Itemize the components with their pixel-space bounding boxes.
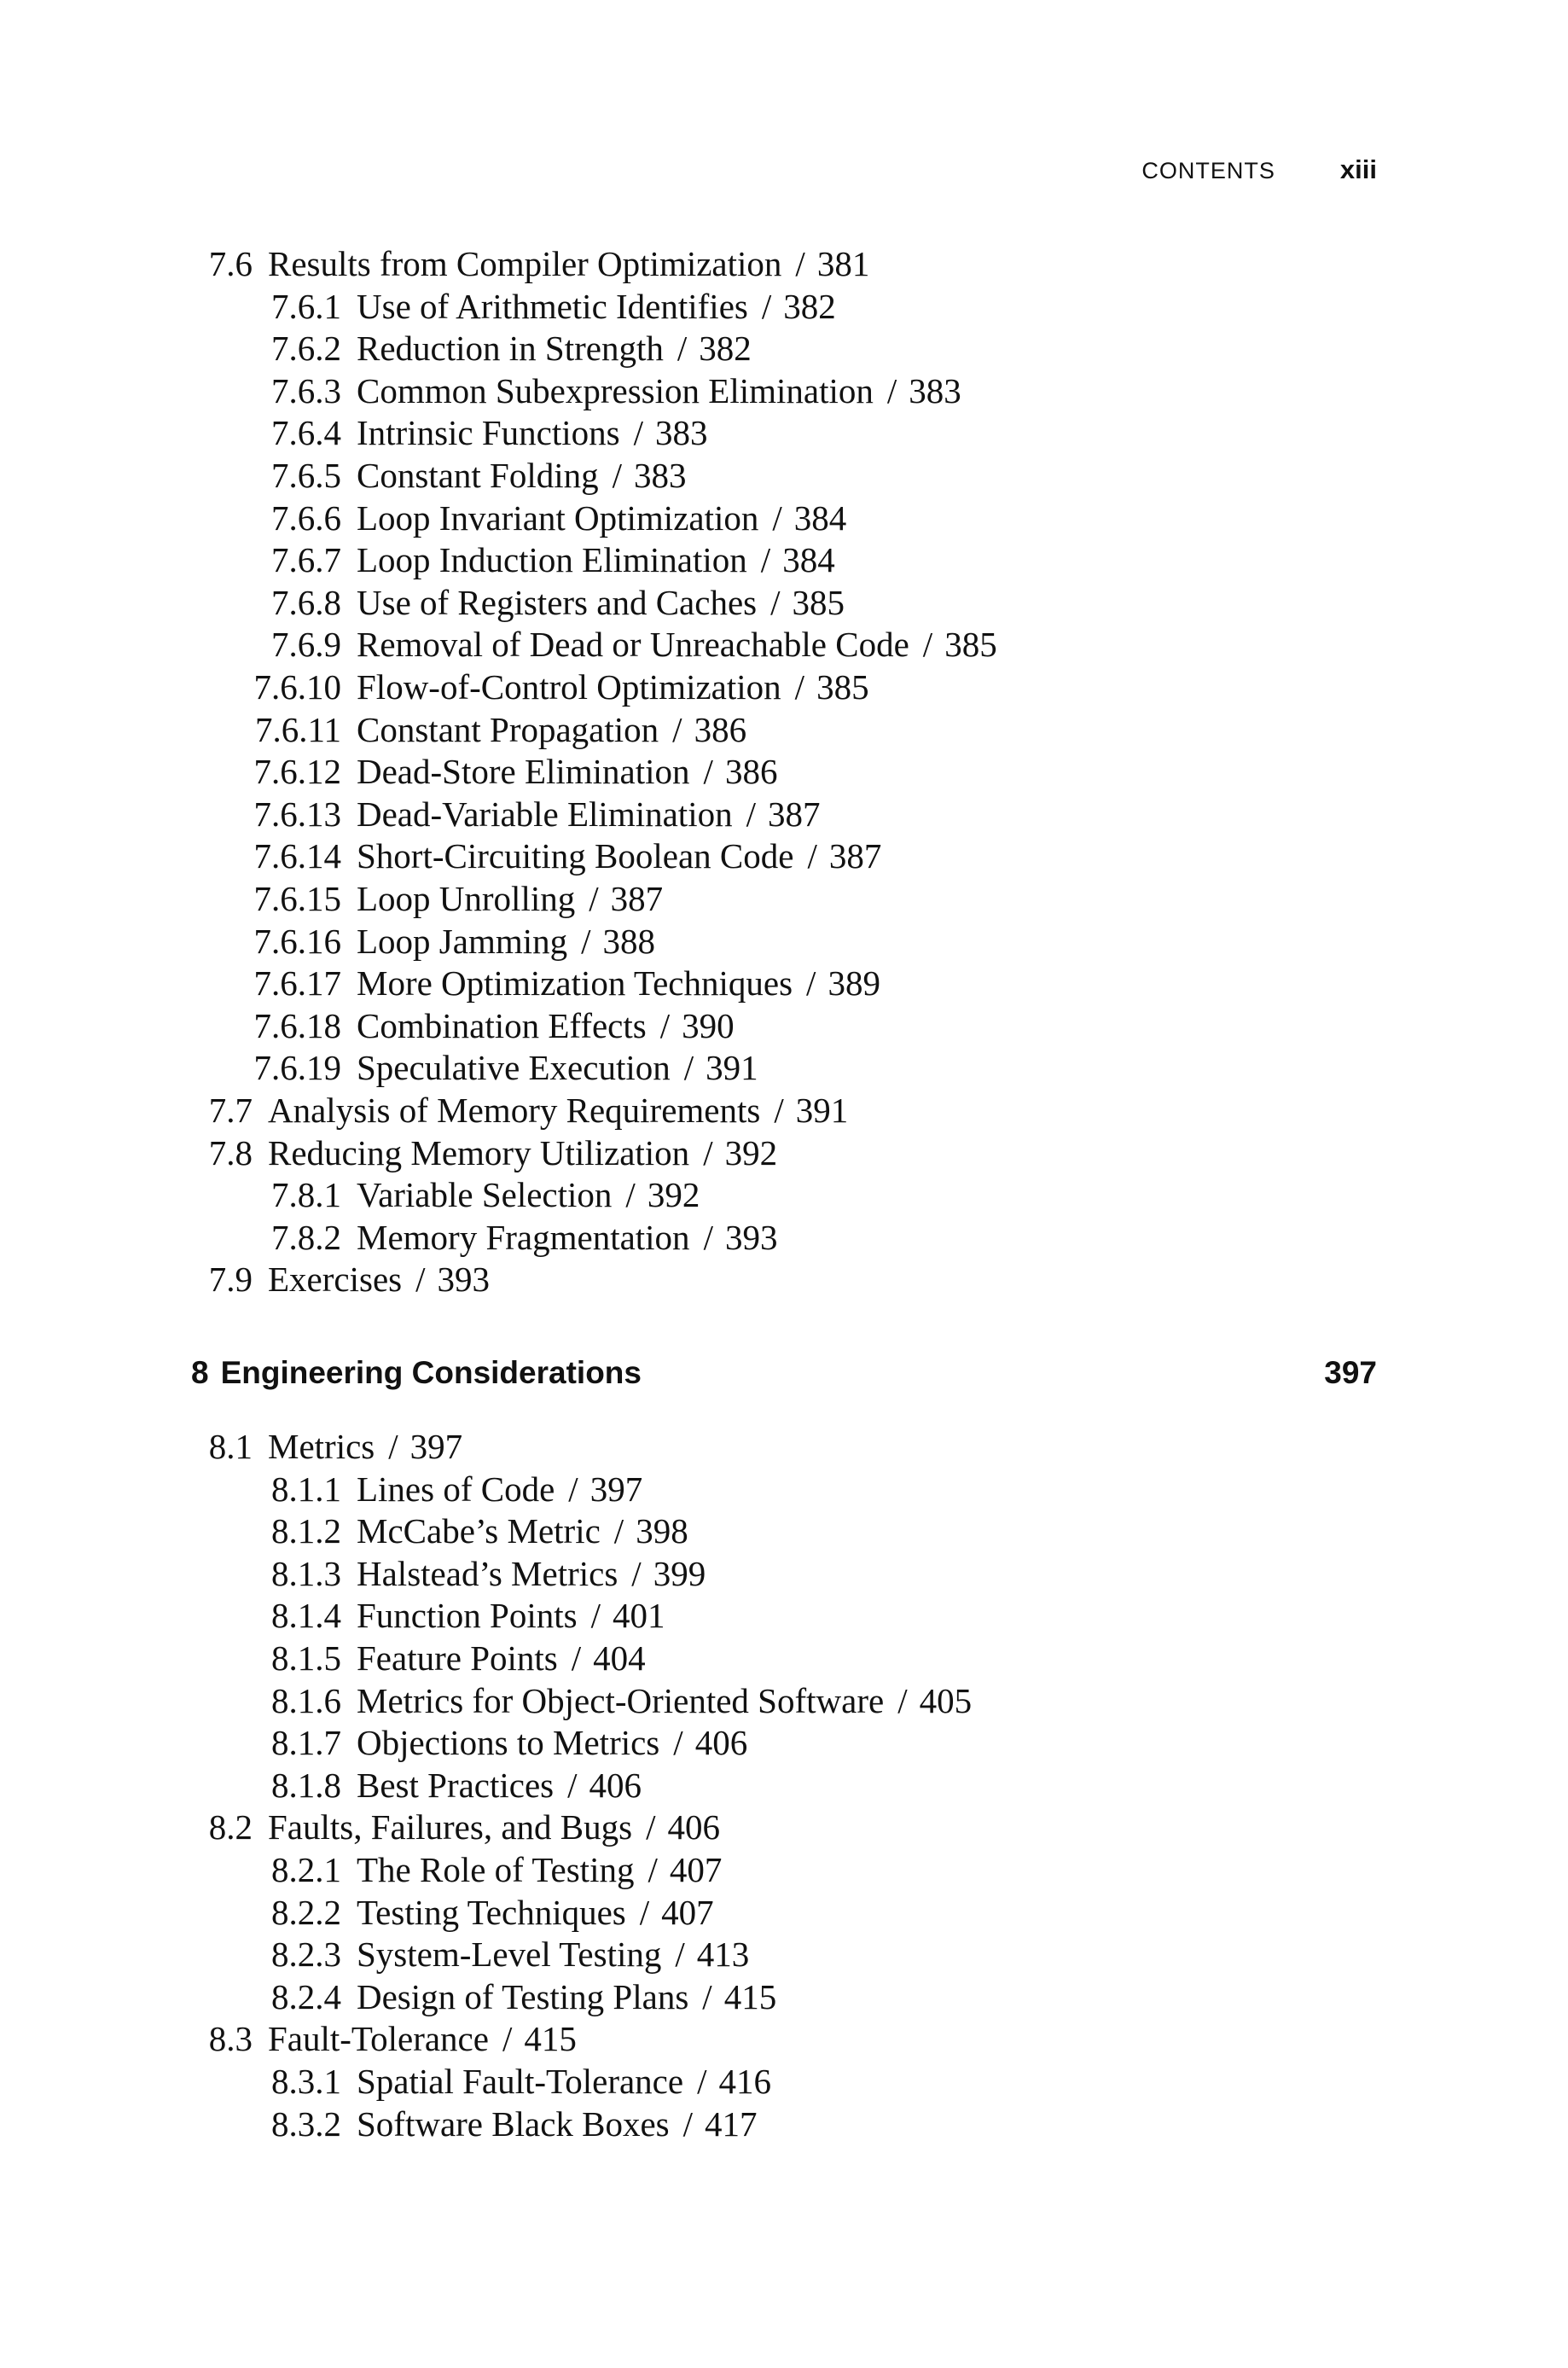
toc-entry-number: 7.6.17 (253, 963, 341, 1004)
toc-entry[interactable] (191, 1722, 747, 1764)
toc-entry-title: Function Points (357, 1596, 578, 1636)
toc-entry-separator: / (590, 1596, 601, 1636)
toc-entry-page: 406 (694, 1723, 748, 1763)
toc-entry-number: 8.1.4 (271, 1596, 341, 1636)
toc-entry-title: Common Subexpression Elimination (357, 370, 874, 410)
toc-entry-number: 8.2.1 (271, 1850, 341, 1889)
toc-entry-title: Removal of Dead or Unreachable Code (357, 625, 909, 665)
toc-entry[interactable] (191, 1090, 848, 1132)
toc-entry-page: 392 (647, 1175, 700, 1215)
toc-entry[interactable] (191, 1132, 777, 1174)
toc-entry-separator: / (682, 2103, 694, 2144)
toc-entry-separator: / (672, 709, 682, 749)
toc-entry-number: 8.1.8 (271, 1765, 341, 1805)
toc-entry-separator: / (639, 1892, 650, 1932)
toc-entry-separator: / (568, 1469, 578, 1509)
toc-entry[interactable] (191, 1553, 706, 1595)
toc-entry-title: Feature Points (357, 1638, 558, 1678)
toc-entry-title: Reduction in Strength (357, 329, 664, 369)
toc-entry-number: 7.6.7 (271, 540, 341, 580)
toc-entry-title: Speculative Execution (357, 1048, 671, 1088)
toc-entry-title: Fault-Tolerance (268, 2019, 489, 2059)
toc-entry-page: 384 (782, 540, 835, 580)
toc-entry-title: Objections to Metrics (357, 1723, 660, 1763)
toc-entry[interactable] (191, 1934, 749, 1975)
toc-entry[interactable] (191, 2103, 758, 2145)
toc-entry-page: 382 (699, 329, 752, 369)
toc-entry-separator: / (571, 1638, 582, 1678)
toc-entry-page: 385 (816, 667, 869, 707)
toc-entry-number: 8.1.6 (271, 1680, 341, 1720)
toc-entry-title: Short-Circuiting Boolean Code (357, 836, 794, 876)
toc-entry-separator: / (774, 1091, 784, 1130)
toc-entry-page: 405 (919, 1680, 973, 1720)
toc-entry[interactable] (191, 243, 869, 285)
toc-entry-separator: / (703, 1217, 713, 1257)
toc-entry-separator: / (760, 540, 771, 580)
toc-entry-separator: / (625, 1175, 636, 1215)
toc-entry-title: More Optimization Techniques (357, 963, 793, 1004)
toc-entry-separator: / (502, 2019, 513, 2059)
toc-entry-page: 406 (667, 1807, 720, 1847)
toc-entry-number: 8.1.3 (271, 1553, 341, 1593)
chapter-title: Engineering Considerations (220, 1355, 642, 1390)
toc-entry-page: 384 (793, 497, 847, 538)
toc-entry-page: 399 (653, 1553, 706, 1593)
toc-entry-separator: / (703, 1132, 713, 1172)
toc-entry-number: 7.6.8 (271, 582, 341, 622)
toc-entry-title: Use of Registers and Caches (357, 582, 758, 622)
toc-entry-title: Dead-Store Elimination (357, 752, 690, 792)
toc-entry-separator: / (631, 1553, 642, 1593)
page-header (1141, 154, 1377, 185)
toc-entry-title: Best Practices (357, 1765, 555, 1805)
toc-entry[interactable] (191, 878, 663, 920)
toc-entry-number: 7.6.6 (271, 497, 341, 538)
toc-entry[interactable] (191, 1469, 642, 1510)
toc-entry-separator: / (659, 1005, 671, 1045)
toc-entry-separator: / (675, 1935, 685, 1975)
toc-entry[interactable] (191, 2018, 577, 2060)
toc-entry-page: 388 (602, 921, 656, 961)
toc-entry-number: 8.2.2 (271, 1892, 341, 1932)
toc-entry[interactable] (191, 328, 752, 369)
toc-entry-title: Exercises (268, 1260, 403, 1300)
toc-entry-separator: / (806, 963, 816, 1004)
toc-entry-number: 7.9 (208, 1260, 253, 1300)
toc-entry-title: Design of Testing Plans (357, 1976, 689, 2016)
toc-entry[interactable] (191, 1638, 646, 1679)
toc-entry-page: 383 (909, 370, 961, 410)
toc-entry[interactable] (191, 582, 845, 624)
toc-entry-page: 391 (795, 1091, 849, 1130)
toc-entry-title: Testing Techniques (357, 1892, 626, 1932)
toc-entry[interactable] (191, 835, 881, 877)
toc-entry[interactable] (191, 1047, 758, 1089)
toc-entry-page: 406 (589, 1765, 642, 1805)
toc-entry-title: Lines of Code (357, 1469, 555, 1509)
toc-entry-number: 8.1.7 (271, 1723, 341, 1763)
toc-entry-title: Faults, Failures, and Bugs (268, 1807, 633, 1847)
toc-entry-separator: / (612, 456, 623, 495)
toc-entry-title: Software Black Boxes (357, 2103, 670, 2144)
toc-entry-number: 7.8.2 (271, 1217, 341, 1257)
toc-entry-title: Reducing Memory Utilization (268, 1132, 690, 1172)
toc-entry-number: 7.6.19 (253, 1048, 341, 1088)
toc-entry-page: 415 (524, 2019, 577, 2059)
toc-entry-number: 7.6.2 (271, 329, 341, 369)
toc-entry[interactable] (191, 963, 880, 1004)
toc-entry-page: 385 (792, 582, 845, 622)
toc-entry-number: 7.6.12 (253, 752, 341, 792)
toc-entry-separator: / (897, 1680, 908, 1720)
toc-entry-title: Halstead’s Metrics (357, 1553, 618, 1593)
toc-entry-page: 398 (636, 1511, 688, 1551)
toc-entry-page: 401 (612, 1596, 665, 1636)
toc-entry-separator: / (673, 1723, 683, 1763)
toc-entry-number: 7.6.11 (255, 709, 341, 749)
toc-entry-number: 7.6.14 (253, 836, 341, 876)
toc-entry-page: 383 (634, 456, 687, 495)
toc-entry[interactable] (191, 1892, 714, 1934)
toc-entry[interactable] (191, 455, 687, 497)
toc-entry-title: Use of Arithmetic Identifies (357, 286, 748, 326)
toc-entry-separator: / (388, 1427, 398, 1466)
toc-entry[interactable] (191, 1680, 972, 1722)
toc-entry-page: 387 (768, 794, 821, 834)
toc-entry-title: The Role of Testing (357, 1850, 635, 1889)
toc-entry-title: Constant Folding (357, 456, 599, 495)
toc-entry-page: 391 (706, 1048, 758, 1088)
toc-entry-title: Flow-of-Control Optimization (357, 667, 781, 707)
toc-entry[interactable] (191, 709, 746, 751)
toc-entry-separator: / (772, 497, 782, 538)
toc-entry-title: System-Level Testing (357, 1935, 662, 1975)
toc-entry-separator: / (770, 582, 781, 622)
toc-entry-page: 416 (718, 2062, 771, 2101)
toc-entry-page: 386 (724, 752, 778, 792)
toc-entry[interactable] (191, 1005, 735, 1047)
toc-entry-title: Loop Induction Elimination (357, 540, 747, 580)
toc-entry[interactable] (191, 624, 997, 666)
toc-entry[interactable] (191, 921, 655, 963)
toc-entry-separator: / (677, 329, 688, 369)
toc-entry-title: Memory Fragmentation (357, 1217, 690, 1257)
toc-entry-title: Analysis of Memory Requirements (268, 1091, 761, 1130)
toc-entry-separator: / (702, 1976, 712, 2016)
toc-entry[interactable] (191, 2061, 771, 2103)
toc-entry-page: 397 (409, 1427, 463, 1466)
toc-entry-separator: / (613, 1511, 624, 1551)
toc-entry-title: Constant Propagation (357, 709, 659, 749)
toc-entry[interactable] (191, 666, 869, 708)
toc-entry-title: McCabe’s Metric (357, 1511, 601, 1551)
toc-entry-separator: / (886, 370, 897, 410)
toc-entry-separator: / (415, 1260, 426, 1300)
toc-entry-page: 393 (724, 1217, 778, 1257)
toc-entry[interactable] (191, 539, 835, 581)
toc-entry-page: 387 (610, 879, 664, 918)
toc-entry-title: Variable Selection (357, 1175, 613, 1215)
toc-entry-page: 415 (723, 1976, 777, 2016)
toc-entry-separator: / (703, 752, 713, 792)
toc-entry-number: 7.6.4 (271, 413, 341, 453)
toc-entry-number: 8.1.5 (271, 1638, 341, 1678)
toc-entry-page: 389 (828, 963, 880, 1004)
toc-entry-number: 8.2.4 (271, 1976, 341, 2016)
toc-entry-separator: / (807, 836, 817, 876)
toc-entry-number: 7.6.9 (271, 625, 341, 665)
chapter-heading[interactable] (191, 1353, 1377, 1393)
toc-entry-separator: / (761, 286, 772, 326)
toc-entry-number: 7.6.5 (271, 456, 341, 495)
toc-entry-number: 7.6.3 (271, 370, 341, 410)
chapter-page: 397 (1324, 1355, 1377, 1390)
toc-entry[interactable] (191, 1259, 490, 1300)
toc-entry-separator: / (581, 921, 591, 961)
toc-entry-page: 404 (593, 1638, 646, 1678)
toc-entry-number: 8.1.1 (271, 1469, 341, 1509)
page-number: xiii (1339, 154, 1377, 184)
toc-entry-separator: / (795, 244, 805, 283)
toc-entry-number: 7.7 (208, 1091, 253, 1130)
toc-entry[interactable] (191, 1426, 462, 1468)
toc-entry-number: 7.6 (208, 244, 253, 283)
toc-entry-number: 7.6.18 (253, 1005, 341, 1045)
toc-entry[interactable] (191, 794, 821, 835)
toc-entry[interactable] (191, 1217, 777, 1259)
chapter-number: 8 (191, 1355, 209, 1390)
toc-entry[interactable] (191, 1595, 665, 1637)
running-head: CONTENTS (1141, 158, 1275, 183)
toc-entry-page: 407 (669, 1850, 723, 1889)
toc-entry-separator: / (567, 1765, 578, 1805)
toc-entry-title: Loop Unrolling (357, 879, 576, 918)
toc-entry-page: 393 (437, 1260, 490, 1300)
toc-entry-page: 413 (696, 1935, 750, 1975)
toc-entry-page: 381 (816, 244, 870, 283)
toc-entry-title: Spatial Fault-Tolerance (357, 2062, 684, 2101)
toc-entry-title: Metrics (268, 1427, 375, 1466)
toc-entry-page: 392 (724, 1132, 778, 1172)
toc-entry-title: Loop Invariant Optimization (357, 497, 759, 538)
toc-entry-number: 8.1 (208, 1427, 253, 1466)
toc-entry-title: Metrics for Object-Oriented Software (357, 1680, 885, 1720)
toc-entry-number: 8.2.3 (271, 1935, 341, 1975)
toc-entry-separator: / (794, 667, 805, 707)
toc-entry-page: 390 (682, 1005, 735, 1045)
toc-entry[interactable] (191, 497, 846, 539)
toc-entry-title: Loop Jamming (357, 921, 568, 961)
toc-entry-separator: / (697, 2062, 707, 2101)
toc-entry[interactable] (191, 286, 836, 328)
chapter-title-group (191, 1353, 642, 1393)
toc-entry-separator: / (922, 625, 933, 665)
toc-entry-title: Combination Effects (357, 1005, 647, 1045)
toc-entry-title: Results from Compiler Optimization (268, 244, 782, 283)
toc-entry-number: 8.3 (208, 2019, 253, 2059)
toc-entry[interactable] (191, 412, 708, 454)
toc-entry-title: Dead-Variable Elimination (357, 794, 733, 834)
toc-entry-page: 417 (705, 2103, 758, 2144)
toc-entry-page: 386 (694, 709, 747, 749)
toc-entry[interactable] (191, 1510, 688, 1552)
toc-entry[interactable] (191, 1976, 776, 2018)
toc-entry-number: 8.1.2 (271, 1511, 341, 1551)
toc-entry-number: 8.2 (208, 1807, 253, 1847)
toc-entry[interactable] (191, 1765, 642, 1807)
toc-entry-number: 7.6.13 (253, 794, 341, 834)
toc-entry-number: 7.6.10 (253, 667, 341, 707)
toc-entry-number: 8.3.1 (271, 2062, 341, 2101)
toc-entry[interactable] (191, 1849, 722, 1891)
toc-entry-number: 7.8.1 (271, 1175, 341, 1215)
toc-entry-page: 385 (944, 625, 997, 665)
toc-entry-separator: / (746, 794, 756, 834)
toc-entry-separator: / (683, 1048, 694, 1088)
toc-entry-page: 397 (589, 1469, 643, 1509)
toc-entry-number: 7.6.16 (253, 921, 341, 961)
toc-entry-separator: / (633, 413, 644, 453)
toc-entry-number: 7.6.1 (271, 286, 341, 326)
toc-entry-number: 8.3.2 (271, 2103, 341, 2144)
toc-entry-separator: / (648, 1850, 658, 1889)
toc-entry-title: Intrinsic Functions (357, 413, 620, 453)
toc-entry-page: 407 (661, 1892, 714, 1932)
toc-entry[interactable] (191, 1174, 700, 1216)
toc-entry-page: 387 (828, 836, 882, 876)
toc-entry-separator: / (589, 879, 599, 918)
toc-entry[interactable] (191, 1807, 720, 1848)
toc-entry-separator: / (646, 1807, 656, 1847)
toc-entry[interactable] (191, 370, 961, 412)
toc-entry-number: 7.8 (208, 1132, 253, 1172)
toc-entry-number: 7.6.15 (253, 879, 341, 918)
toc-entry-page: 383 (655, 413, 708, 453)
toc-entry-page: 382 (783, 286, 836, 326)
toc-entry[interactable] (191, 751, 777, 793)
